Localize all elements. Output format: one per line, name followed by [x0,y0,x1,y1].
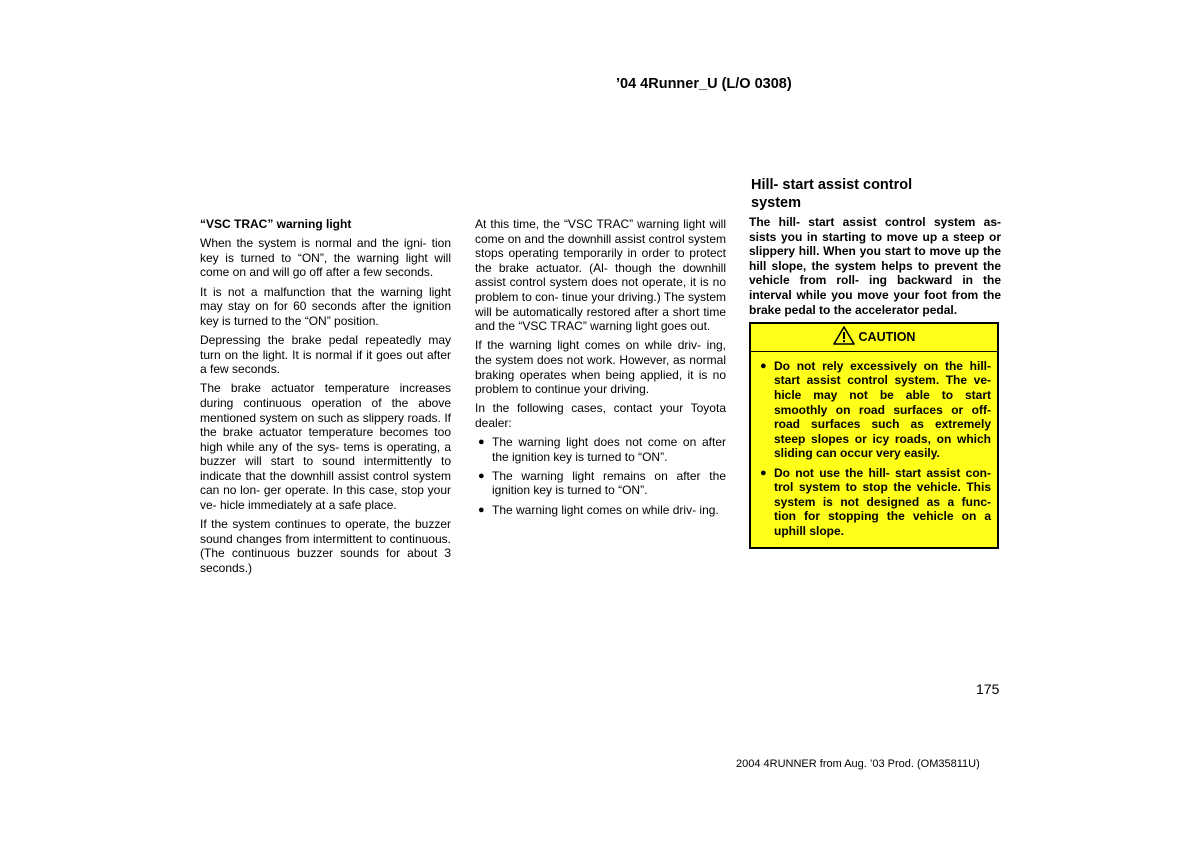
bullet-list [475,435,726,517]
column-middle [475,217,726,522]
section-title-hill-start: Hill- start assist control system [751,177,913,211]
paragraph: Depressing the brake pedal repeatedly may turn on the light. It is normal if it goes out after a few seconds. [200,332,451,377]
caution-item [757,466,991,539]
caution-item-text: Do not rely excessively on the hill- start assist control system. The ve- hicle may not be able to start smoothly on road surfaces or off- road surfaces such as extremely steep slopes or icy roads, on which sliding can occur very easily. [774,358,991,461]
bullet-icon: ● [478,503,485,516]
caution-item [757,359,991,461]
document-footer: 2004 4RUNNER from Aug. ’03 Prod. (OM35811U) [736,758,980,770]
caution-item-text: Do not use the hill- start assist con- trol system to stop the vehicle. This system is not designed as a func- tion for stopping the vehicle on a uphill slope. [774,465,991,538]
caution-header [751,324,997,352]
document-header: ’04 4Runner_U (L/O 0308) [616,76,792,92]
intro-paragraph: The hill- start assist control system as- sists you in starting to move up a steep or slippery hill. When you start to move up the hill slope, the system helps to prevent the vehicle from roll- ing backward in the interval while you move your foot from the brake pedal to the accelerator pedal. [749,215,1001,317]
list-item [475,435,726,464]
list-item [475,503,726,518]
paragraph: When the system is normal and the igni- tion key is turned to “ON”, the warning light will come on and will go off after a few seconds. [200,236,451,280]
caution-box [749,322,999,549]
caution-list [757,359,991,539]
bullet-icon: ● [760,466,767,479]
column-right [749,177,1001,549]
paragraph: If the warning light comes on while driv- ing, the system does not work. However, as normal braking operates when being applied, it is no problem to continue your driving. [475,338,726,397]
list-item [475,469,726,498]
list-item-text: The warning light remains on after the ignition key is turned to “ON”. [492,468,726,498]
paragraph: In the following cases, contact your Toyota dealer: [475,401,726,430]
bullet-icon: ● [760,359,767,372]
caution-label: CAUTION [858,329,916,344]
section-heading-vsc-trac: “VSC TRAC” warning light [200,217,352,231]
paragraph: The brake actuator temperature increases during continuous operation of the above mentioned system on such as slippery roads. If the brake actuator temperature becomes too high while any of the sys- tems is operating, a buzzer will start to sound intermittently to indicate that the downhill assist control system can no lon- ger operate. In this case, stop your ve- hicle immediately at a safe place. [200,381,451,513]
paragraph: If the system continues to operate, the buzzer sound changes from intermittent to continuous. (The continuous buzzer sounds for about 3 seconds.) [200,517,451,576]
column-left [200,217,451,580]
warning-triangle-icon [833,326,855,349]
paragraph: At this time, the “VSC TRAC” warning light will come on and the downhill assist control system stops operating temporarily in order to protect the brake actuator. (Al- though the downhill assist control system does not operate, it is no problem to con- tinue your driving.) The system will be automatically restored after a short time and the “VSC TRAC” warning light goes out. [475,217,726,334]
bullet-icon: ● [478,469,485,482]
paragraph: It is not a malfunction that the warning light may stay on for 60 seconds after the ignition key is turned to the “ON” position. [200,284,451,328]
list-item-text: The warning light does not come on after the ignition key is turned to “ON”. [492,435,726,464]
caution-body [751,352,997,547]
list-item-text: The warning light comes on while driv- ing. [492,502,719,517]
page-number: 175 [976,681,1000,697]
bullet-icon: ● [478,436,485,449]
